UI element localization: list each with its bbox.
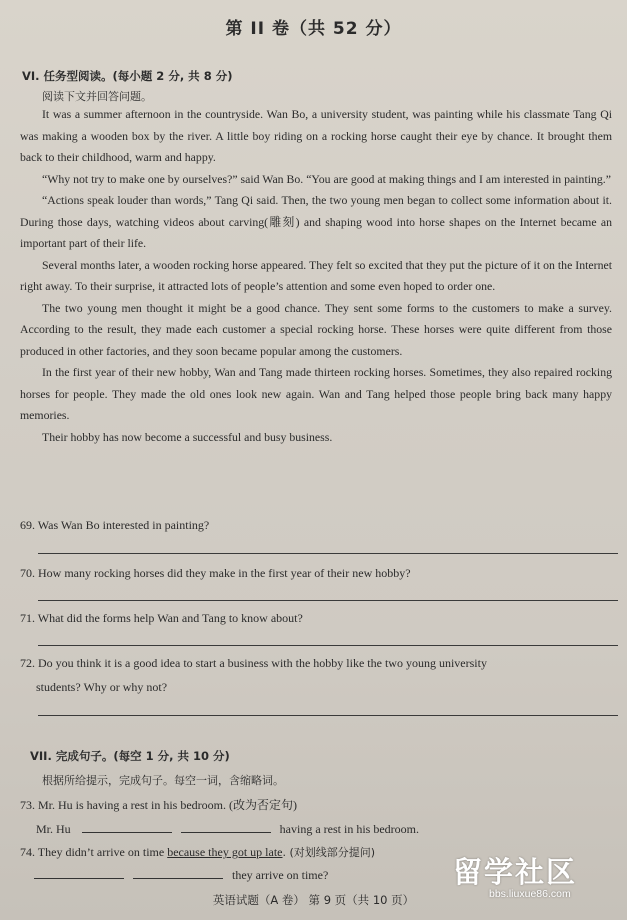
question-73: 73. Mr. Hu is having a rest in his bedroom. (改为否定句): [20, 798, 297, 812]
passage-paragraph-4: Several months later, a wooden rocking horse appeared. They felt so excited that they put the picture of it on the Internet right away. To their surprise, it attracted lots of people’s attention and some even hoped to order one.: [20, 257, 612, 293]
question-70: 70. How many rocking horses did they make in the first year of their new hobby?: [20, 566, 411, 580]
watermark-text: 留学社区: [453, 855, 578, 889]
passage-paragraph-2: “Why not try to make one by ourselves?” said Wan Bo. “You are good at making things and I am interested in painting.”: [42, 171, 611, 186]
q74-prefix: 74. They didn’t arrive on time: [20, 845, 165, 859]
q74-suffix: . (对划线部分提问): [282, 846, 376, 859]
q73-prefix: Mr. Hu: [36, 822, 71, 836]
answer-line-72[interactable]: [38, 715, 618, 716]
question-74-answer: [34, 866, 328, 883]
question-74: [20, 844, 375, 860]
passage-paragraph-7: Their hobby has now become a successful and busy business.: [42, 429, 333, 444]
answer-line-69[interactable]: [38, 553, 618, 554]
q73-suffix: having a rest in his bedroom.: [279, 822, 419, 836]
watermark-logo: [453, 850, 613, 908]
reading-passage: [20, 104, 612, 448]
question-73-answer: [36, 820, 419, 837]
section-7-instruction: 根据所给提示，完成句子。每空一词，含缩略词。: [42, 774, 284, 787]
q74-answer-suffix: they arrive on time?: [232, 868, 329, 882]
page-footer: 英语试题（A 卷） 第 9 页（共 10 页）: [212, 893, 415, 907]
passage-paragraph-3: “Actions speak louder than words,” Tang Qi said. Then, the two young men began to collect some information about it. During those days, watching videos about carving(雕刻) and shaping wood into horse shapes on the Internet became an important part of their life.: [20, 193, 612, 250]
answer-line-70[interactable]: [38, 600, 618, 601]
passage-paragraph-5: The two young men thought it might be a good chance. They sent some forms to the customers to make a survey. According to the result, they made each customer a special rocking horse. These horses were quite different from those produced in other factories, and they soon became popular among the customers.: [20, 300, 612, 358]
watermark-url: bbs.liuxue86.com: [489, 888, 571, 900]
question-72: 72. Do you think it is a good idea to start a business with the hobby like the two young university: [20, 656, 487, 670]
passage-paragraph-6: In the first year of their new hobby, Wan and Tang made thirteen rocking horses. Sometimes, they also repaired rocking horses for people. They made the old ones look new again. Wan and Tang helped those people bring back many happy memories.: [20, 365, 612, 422]
q74-underlined: because they got up late: [167, 845, 283, 859]
blank-74-2[interactable]: [133, 866, 223, 879]
passage-paragraph-1: It was a summer afternoon in the countryside. Wan Bo, a university student, was painting while his classmate Tang Qi was making a wooden box by the river. A little boy riding on a rocking horse caught their eye by chance. It brought them back to their childhood, warm and happy.: [20, 107, 612, 164]
question-72-continued: students? Why or why not?: [36, 680, 168, 694]
blank-73-2[interactable]: [181, 820, 271, 833]
answer-line-71[interactable]: [38, 645, 618, 646]
page-title: 第 II 卷（共 52 分）: [225, 19, 402, 39]
section-6-instruction: 阅读下文并回答问题。: [42, 90, 152, 103]
section-7-heading: VII. 完成句子。(每空 1 分, 共 10 分): [30, 749, 230, 763]
blank-74-1[interactable]: [34, 866, 124, 879]
blank-73-1[interactable]: [82, 820, 172, 833]
question-71: 71. What did the forms help Wan and Tang to know about?: [20, 611, 303, 625]
section-6-heading: VI. 任务型阅读。(每小题 2 分, 共 8 分): [22, 69, 233, 83]
question-69: 69. Was Wan Bo interested in painting?: [20, 518, 210, 532]
